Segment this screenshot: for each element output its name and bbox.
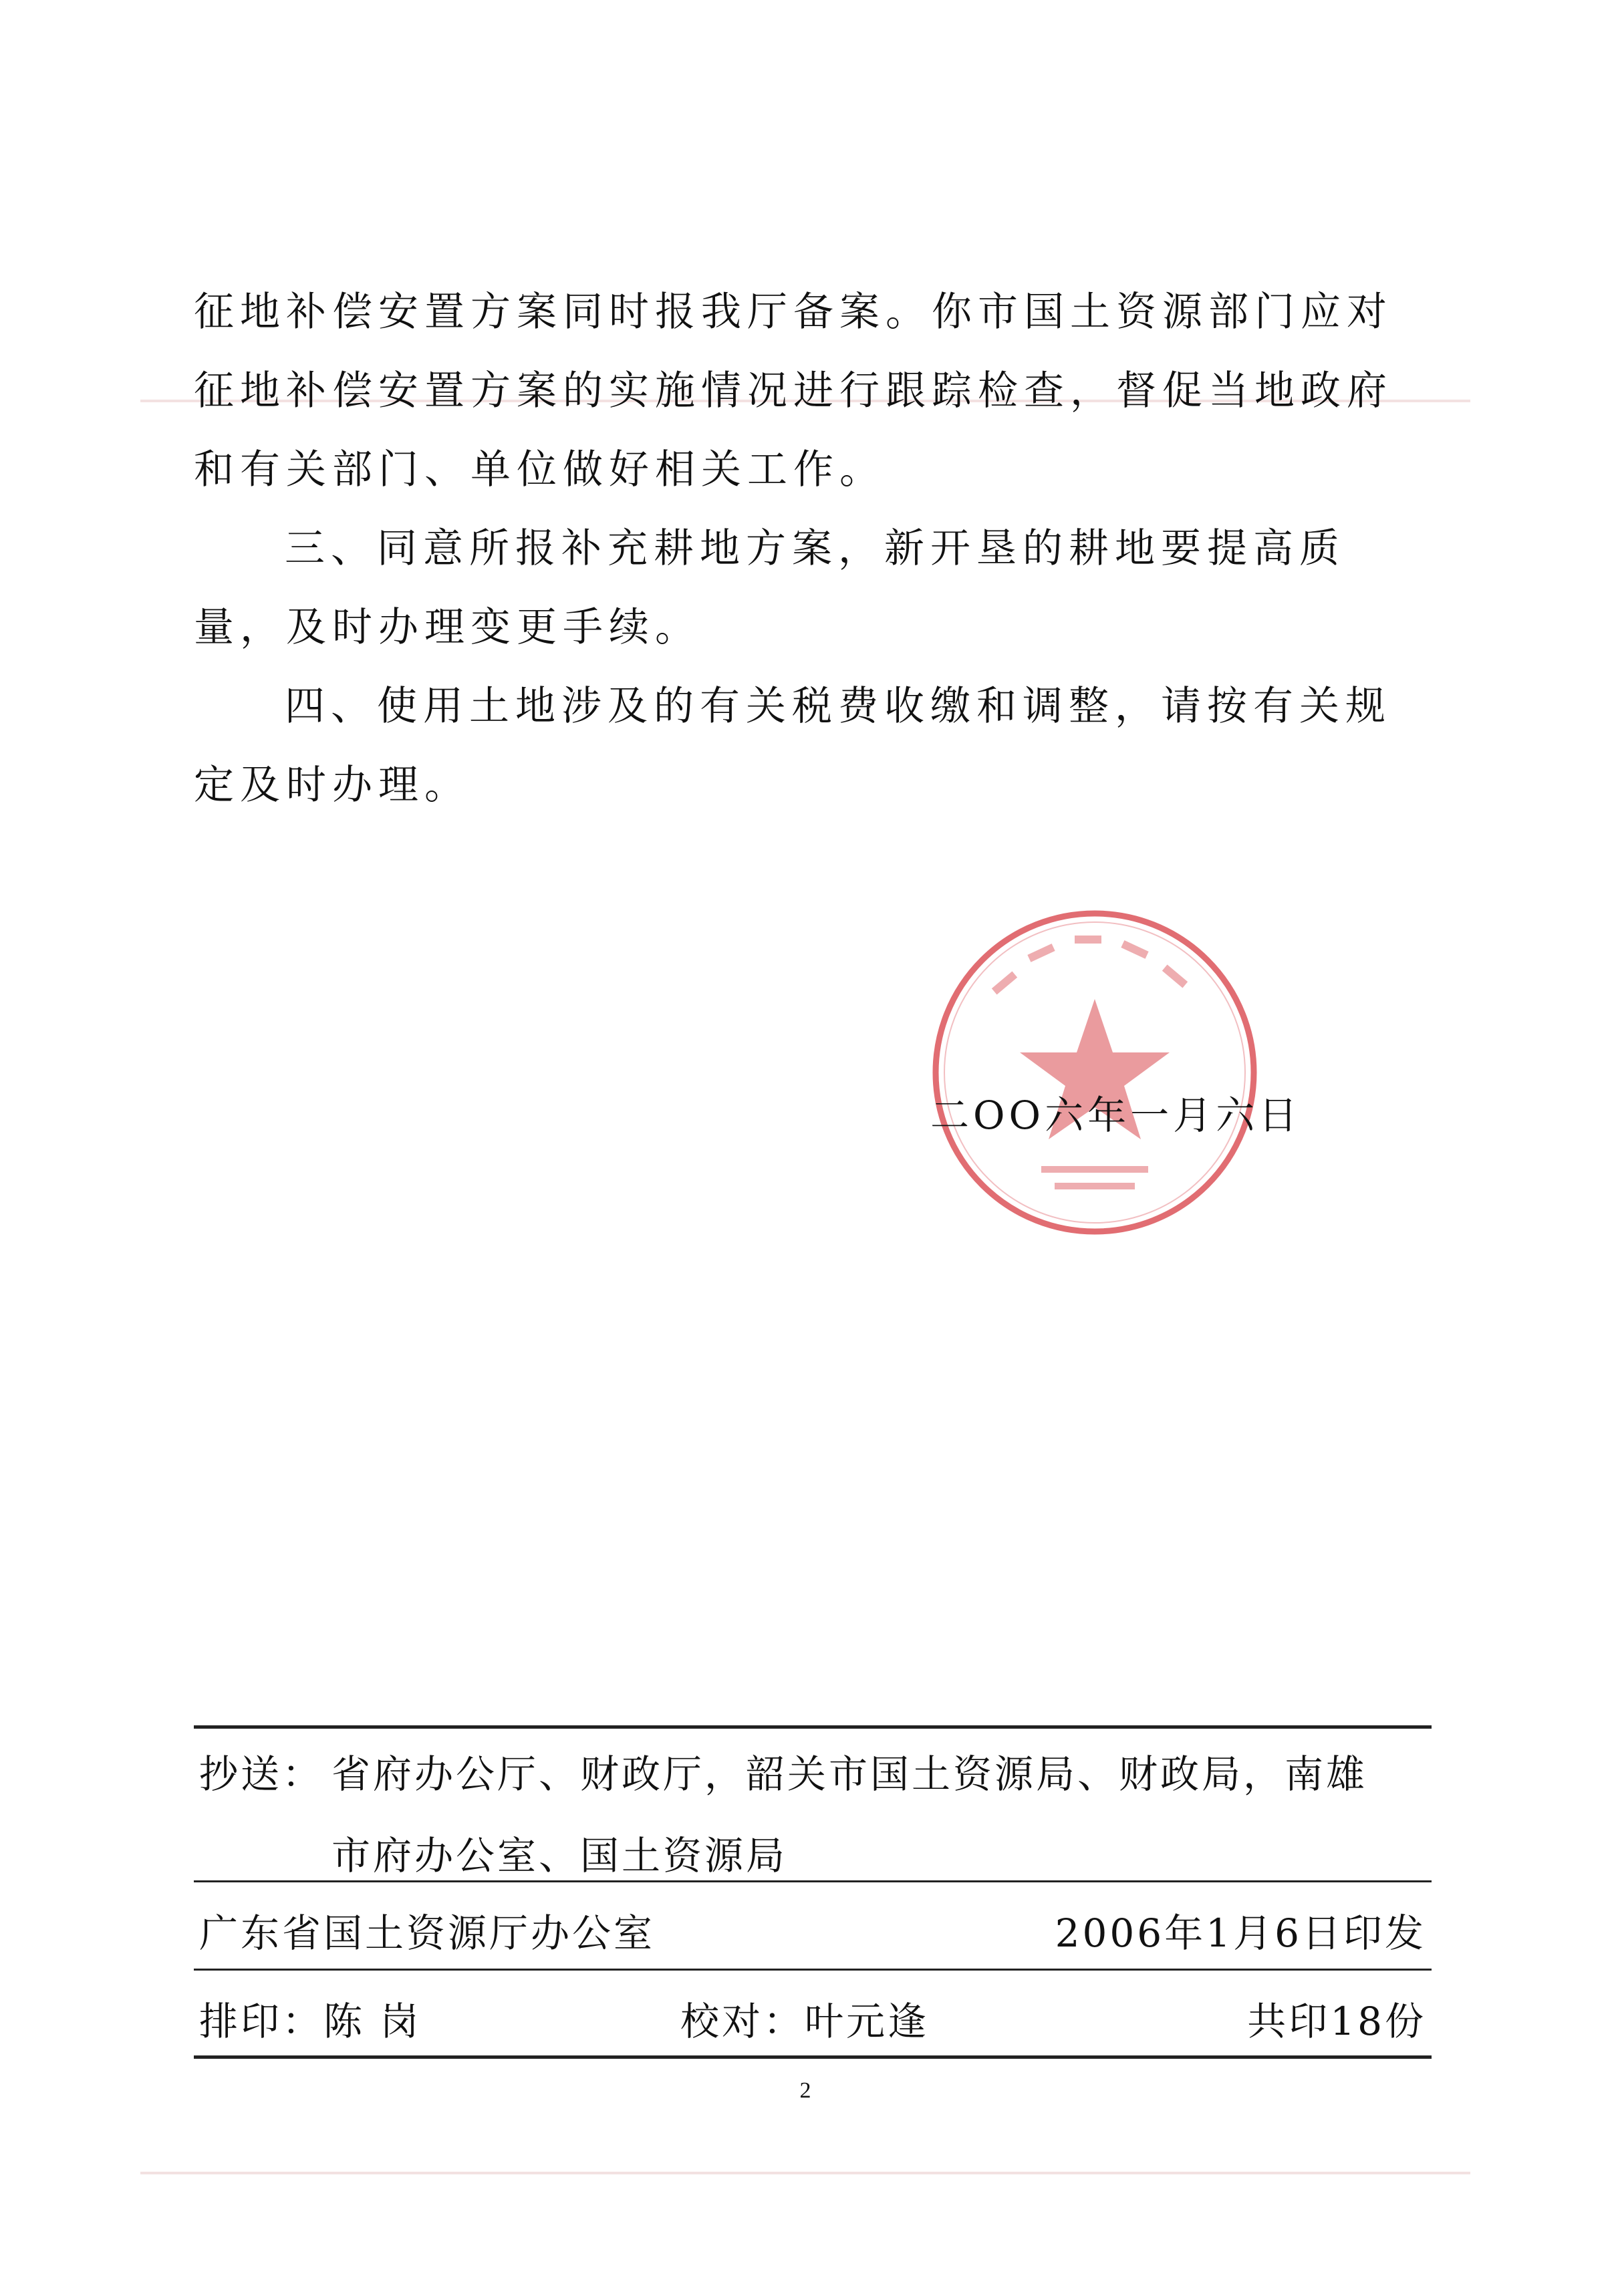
issue-date: 2006年1月6日印发: [1055, 1910, 1426, 1956]
cc-recipients-line1: 省府办公厅、财政厅，韶关市国土资源局、财政局，南雄: [331, 1751, 1368, 1797]
cc-recipients-line2: 市府办公室、国土资源局: [331, 1833, 788, 1878]
paragraph-continued: 征地补偿安置方案同时报我厅备案。你市国土资源部门应对征地补偿安置方案的实施情况进行跟踪检查，督促当地政府和有关部门、单位做好相关工作。: [194, 289, 1393, 493]
issuer-row: [199, 1902, 1426, 1955]
cc-label: 抄送：: [199, 1751, 324, 1797]
cc-block: [199, 1743, 1426, 1876]
official-seal-icon: [921, 899, 1268, 1246]
scan-artifact-line: [140, 2172, 1470, 2174]
typesetter: 排印：陈 岗: [199, 1999, 422, 2044]
page-number: 2: [799, 2078, 811, 2103]
signature-date: 二OO六年一月六日: [930, 1093, 1302, 1138]
footer-rule-middle: [194, 1880, 1432, 1882]
proofreader: 校对：叶元逢: [680, 1999, 930, 2044]
paragraph-item-three: 三、同意所报补充耕地方案，新开垦的耕地要提高质量，及时办理变更手续。: [194, 525, 1345, 651]
footer-rule-lower: [194, 1969, 1432, 1971]
print-info-row: [199, 1990, 1426, 2043]
paragraph-item-four: 四、使用土地涉及的有关税费收缴和调整，请按有关规定及时办理。: [194, 683, 1391, 809]
issuing-office: 广东省国土资源厅办公室: [199, 1910, 656, 1956]
document-body: [194, 273, 1430, 825]
print-copies: 共印18份: [1247, 1999, 1426, 2044]
footer-rule-bottom: [194, 2055, 1432, 2059]
footer-rule-top: [194, 1725, 1432, 1729]
